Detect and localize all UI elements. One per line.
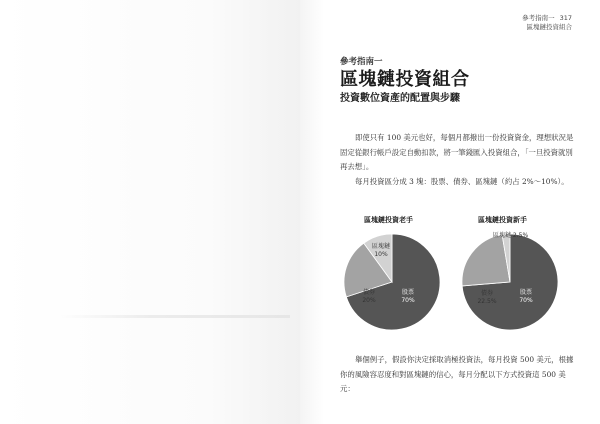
chart-title-veteran: 區塊鏈投資老手: [364, 216, 413, 224]
chapter-title: 區塊鏈投資組合: [340, 69, 470, 90]
slice-value-bonds: 20%: [362, 297, 376, 304]
chart-title-beginner: 區塊鏈投資新手: [478, 216, 527, 224]
slice-value-bonds: 22.5%: [477, 298, 497, 305]
page-number: 317: [559, 14, 572, 22]
pie-chart-beginner: [460, 232, 560, 332]
body-paragraph-1: 即使只有 100 美元也好，每個月都撥出一份投資資金，理想狀況是固定從銀行帳戶設定自動扣款，將一筆錢匯入投資組合，「一旦投資就別再去想」。: [340, 133, 574, 172]
running-head-section: 區塊鏈投資組合: [526, 23, 572, 31]
slice-label-bonds: 債券: [480, 290, 494, 297]
slice-label-stocks: 股票: [519, 289, 533, 296]
slice-label-blockchain: 區塊鏈 2.5%: [493, 232, 529, 239]
body-paragraph-3: 舉個例子，假設你決定採取消極投資法，每月投資 500 美元，根據你的風險容忍度和對區塊鏈的信心，每月分配以下方式投資這 500 美元：: [340, 355, 574, 394]
running-head-chapter: 參考指南一: [522, 14, 555, 22]
slice-label-bonds: 債券: [362, 289, 376, 296]
body-paragraph-2: 每月投資區分成 3 塊：股票、債券、區塊鏈（約占 2%～10%）。: [355, 177, 569, 187]
chapter-subtitle: 投資數位資產的配置與步驟: [340, 93, 460, 104]
slice-label-blockchain: 區塊鏈: [371, 243, 391, 250]
slice-value-stocks: 70%: [519, 297, 533, 304]
slice-value-blockchain: 10%: [374, 251, 388, 258]
chapter-eyebrow: 參考指南一: [340, 57, 383, 67]
left-page-shadow-line: [60, 315, 290, 318]
slice-value-stocks: 70%: [401, 297, 415, 304]
pie-chart-veteran: [342, 232, 442, 332]
pie-slice-bonds: [462, 235, 510, 286]
running-head: [522, 14, 572, 32]
slice-label-stocks: 股票: [401, 289, 415, 296]
